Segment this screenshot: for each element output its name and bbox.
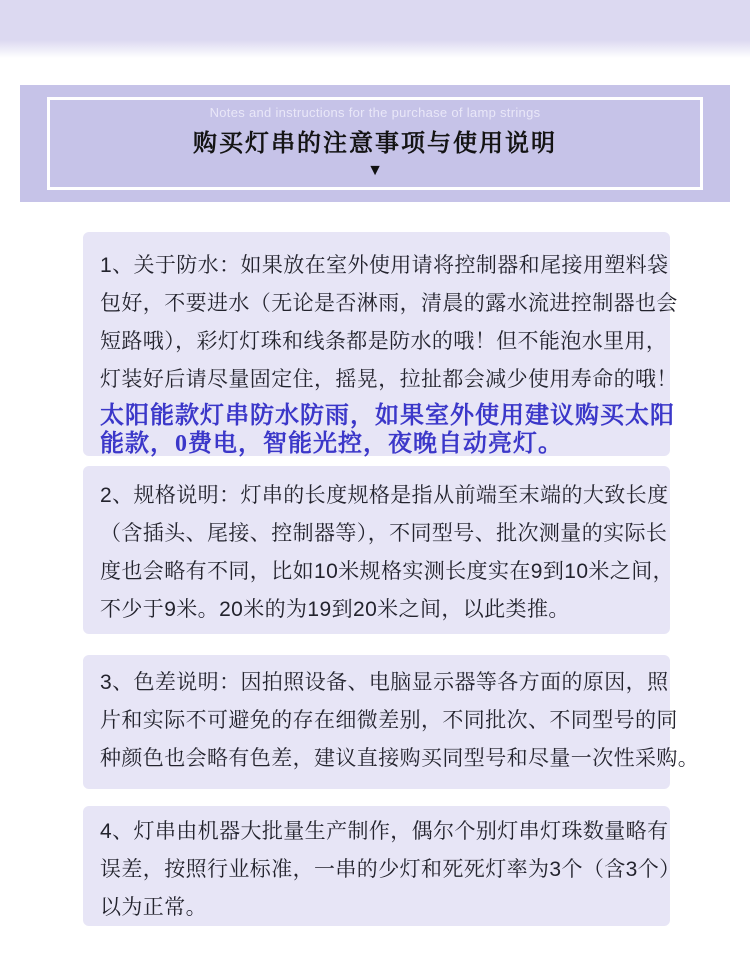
notice-card-spec	[83, 466, 674, 634]
notice-card-waterproof	[83, 232, 678, 457]
notice-highlight-line: 能款，0费电，智能光控，夜晚自动亮灯。	[100, 431, 563, 457]
notice-line: 4、灯串由机器大批量生产制作，偶尔个别灯串灯珠数量略有	[100, 820, 669, 843]
notice-line: 种颜色也会略有色差，建议直接购买同型号和尽量一次性采购。	[100, 747, 700, 770]
notice-line: 不少于9米。20米的为19到20米之间，以此类推。	[100, 598, 570, 621]
notice-card-bead-count	[83, 806, 681, 926]
notice-line: 2、规格说明：灯串的长度规格是指从前端至末端的大致长度	[100, 484, 669, 507]
previous-section-strip	[0, 0, 750, 60]
notice-line: 1、关于防水：如果放在室外使用请将控制器和尾接用塑料袋	[100, 254, 669, 277]
notice-highlight-line: 太阳能款灯串防水防雨，如果室外使用建议购买太阳	[100, 403, 675, 429]
notice-card-color-difference	[83, 655, 700, 789]
header-subtitle-en: Notes and instructions for the purchase of lamp strings	[209, 105, 541, 120]
notice-line: 灯装好后请尽量固定住，摇晃，拉扯都会减少使用寿命的哦！	[100, 368, 678, 391]
notice-line: 片和实际不可避免的存在细微差别，不同批次、不同型号的同	[100, 709, 678, 732]
notice-line: 短路哦），彩灯灯珠和线条都是防水的哦！但不能泡水里用，	[100, 330, 668, 353]
notice-line: （含插头、尾接、控制器等），不同型号、批次测量的实际长	[100, 522, 668, 545]
page-title: 购买灯串的注意事项与使用说明	[193, 130, 557, 157]
notice-line: 包好，不要进水（无论是否淋雨，清晨的露水流进控制器也会	[100, 292, 678, 315]
triangle-down-icon: ▼	[367, 162, 383, 179]
header-banner	[20, 85, 730, 202]
notice-line: 度也会略有不同，比如10米规格实测长度实在9到10米之间，	[100, 560, 674, 583]
notice-line: 以为正常。	[100, 896, 207, 919]
notice-line: 3、色差说明：因拍照设备、电脑显示器等各方面的原因，照	[100, 671, 669, 694]
notice-line: 误差，按照行业标准，一串的少灯和死死灯率为3个（含3个）	[100, 858, 681, 881]
